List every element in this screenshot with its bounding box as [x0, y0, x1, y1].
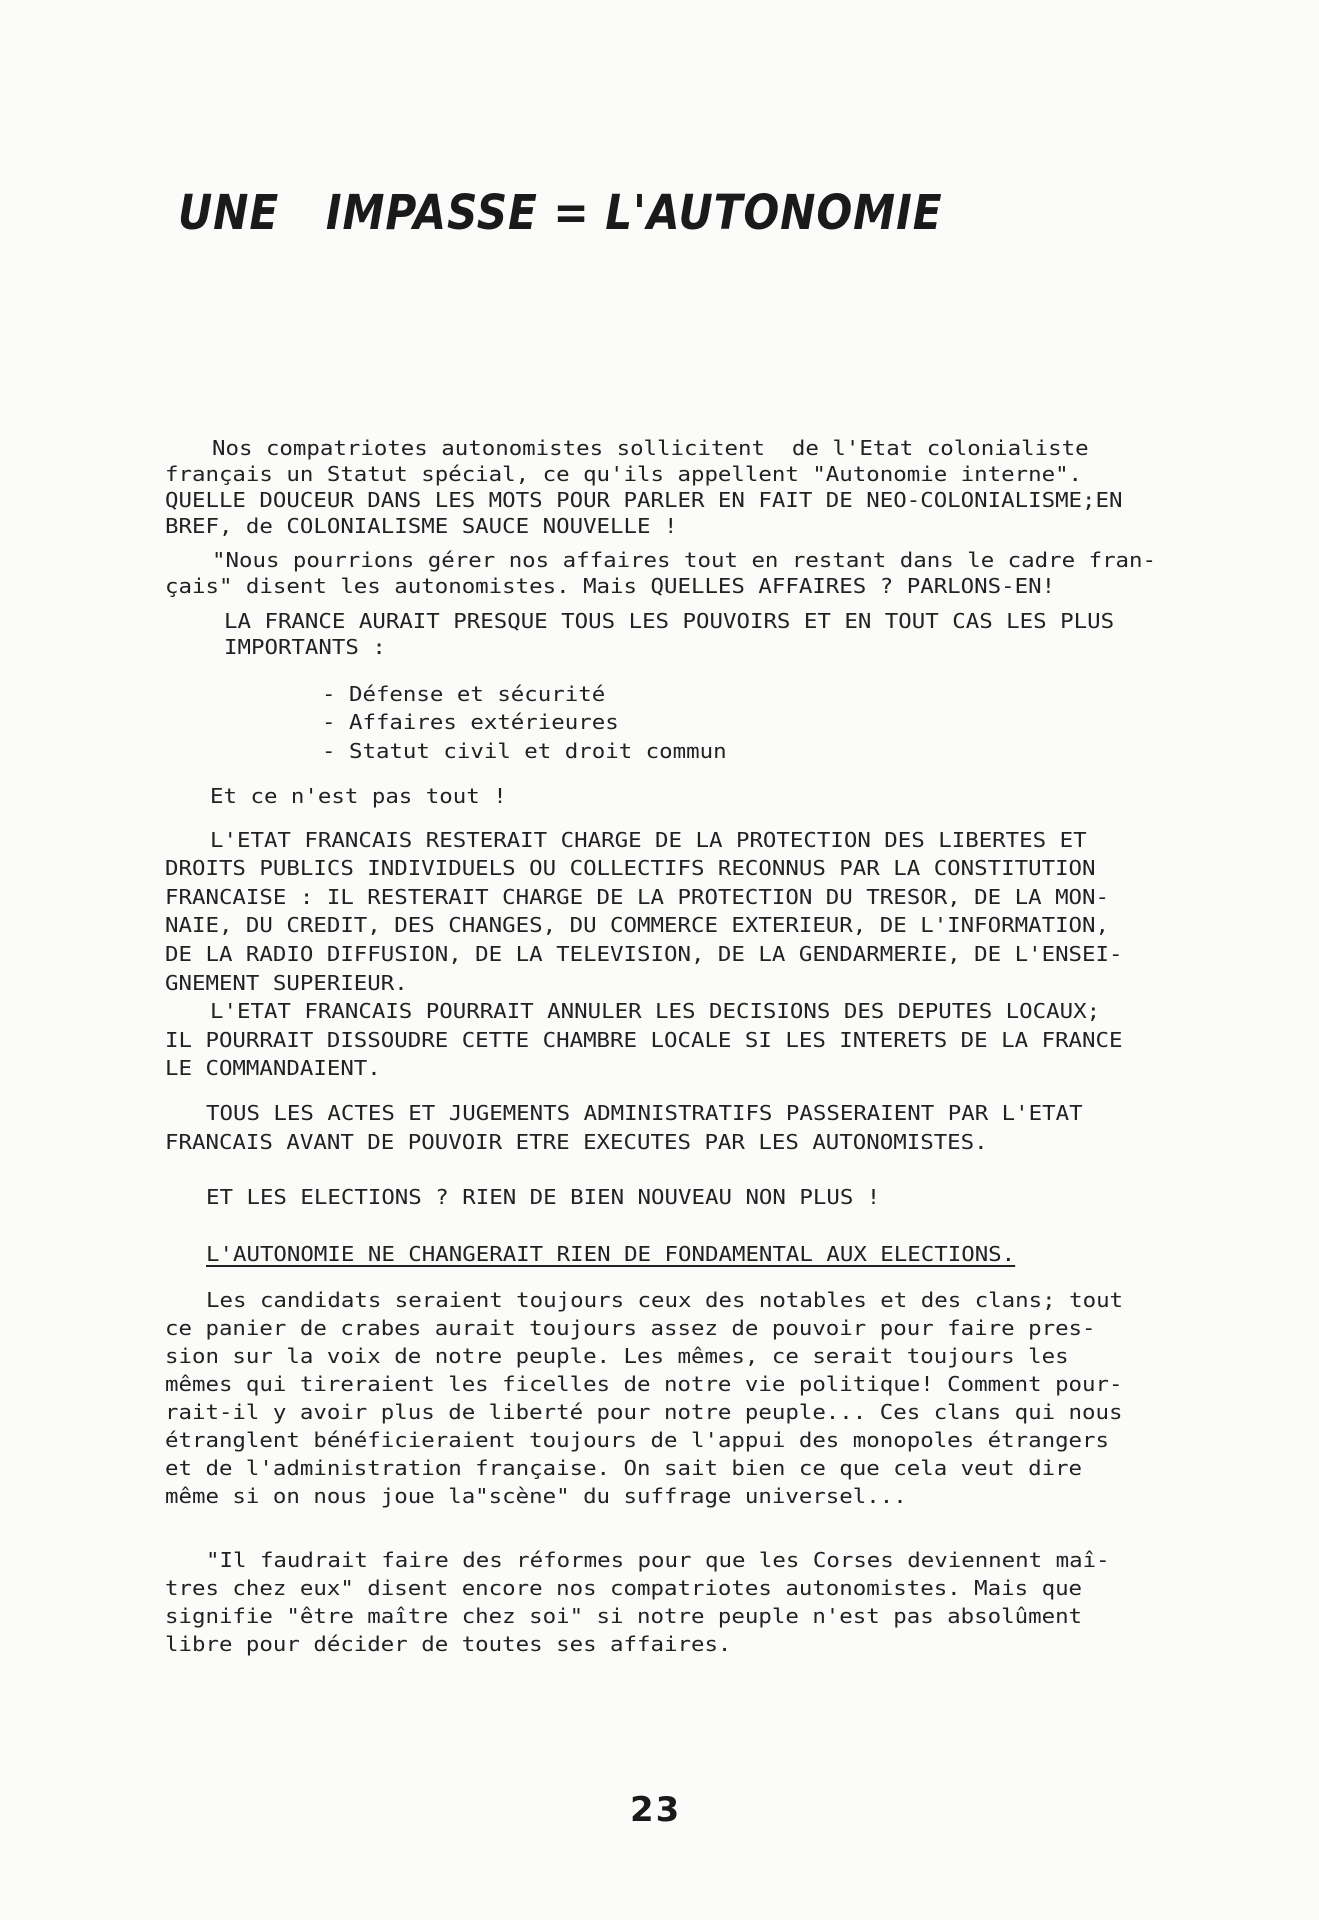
paragraph-line: Nos compatriotes autonomistes sollicitent de l'Etat colonialiste — [212, 436, 1089, 460]
page-number: 23 — [630, 1790, 682, 1830]
paragraph-line: mêmes qui tireraient les ficelles de notre vie politique! Comment pour- — [165, 1372, 1123, 1396]
paragraph-line: GNEMENT SUPERIEUR. — [165, 971, 408, 995]
paragraph-line: "Nous pourrions gérer nos affaires tout en restant dans le cadre fran- — [212, 548, 1157, 572]
paragraph-line: Les candidats seraient toujours ceux des notables et des clans; tout — [206, 1288, 1124, 1312]
paragraph-line: FRANCAISE : IL RESTERAIT CHARGE DE LA PROTECTION DU TRESOR, DE LA MON- — [165, 885, 1110, 909]
list-item: - Affaires extérieures — [322, 710, 619, 734]
paragraph-line: tres chez eux" disent encore nos compatriotes autonomistes. Mais que — [165, 1576, 1083, 1600]
list-item: - Défense et sécurité — [322, 682, 606, 706]
paragraph-line: ET LES ELECTIONS ? RIEN DE BIEN NOUVEAU NON PLUS ! — [206, 1185, 881, 1209]
paragraph-line: DE LA RADIO DIFFUSION, DE LA TELEVISION, DE LA GENDARMERIE, DE L'ENSEI- — [165, 942, 1123, 966]
paragraph-line: étranglent bénéficieraient toujours de l'appui des monopoles étrangers — [165, 1428, 1110, 1452]
paragraph-line: LA FRANCE AURAIT PRESQUE TOUS LES POUVOIRS ET EN TOUT CAS LES PLUS — [224, 609, 1115, 633]
paragraph-line: BREF, de COLONIALISME SAUCE NOUVELLE ! — [165, 514, 678, 538]
paragraph-line: et de l'administration française. On sait bien ce que cela veut dire — [165, 1456, 1083, 1480]
paragraph-line: même si on nous joue la"scène" du suffrage universel... — [165, 1484, 907, 1508]
paragraph-line: QUELLE DOUCEUR DANS LES MOTS POUR PARLER EN FAIT DE NEO-COLONIALISME;EN — [165, 488, 1123, 512]
section-heading: L'AUTONOMIE NE CHANGERAIT RIEN DE FONDAMENTAL AUX ELECTIONS. — [206, 1242, 1016, 1266]
paragraph-line: rait-il y avoir plus de liberté pour notre peuple... Ces clans qui nous — [165, 1400, 1123, 1424]
paragraph-line: libre pour décider de toutes ses affaires. — [165, 1632, 732, 1656]
paragraph-line: sion sur la voix de notre peuple. Les mêmes, ce serait toujours les — [165, 1344, 1069, 1368]
paragraph-line: L'ETAT FRANCAIS RESTERAIT CHARGE DE LA PROTECTION DES LIBERTES ET — [210, 828, 1087, 852]
paragraph-line: français un Statut spécial, ce qu'ils appellent "Autonomie interne". — [165, 462, 1083, 486]
paragraph-line: ce panier de crabes aurait toujours assez de pouvoir pour faire pres- — [165, 1316, 1096, 1340]
paragraph-line: çais" disent les autonomistes. Mais QUELLES AFFAIRES ? PARLONS-EN! — [165, 574, 1056, 598]
paragraph-line: LE COMMANDAIENT. — [165, 1056, 381, 1080]
paragraph-line: L'ETAT FRANCAIS POURRAIT ANNULER LES DECISIONS DES DEPUTES LOCAUX; — [210, 999, 1101, 1023]
paragraph-line: FRANCAIS AVANT DE POUVOIR ETRE EXECUTES PAR LES AUTONOMISTES. — [165, 1130, 988, 1154]
page-title: UNE IMPASSE = L'AUTONOMIE — [178, 185, 943, 241]
paragraph-line: DROITS PUBLICS INDIVIDUELS OU COLLECTIFS RECONNUS PAR LA CONSTITUTION — [165, 856, 1096, 880]
paragraph-line: IL POURRAIT DISSOUDRE CETTE CHAMBRE LOCALE SI LES INTERETS DE LA FRANCE — [165, 1028, 1123, 1052]
paragraph-line: TOUS LES ACTES ET JUGEMENTS ADMINISTRATIFS PASSERAIENT PAR L'ETAT — [206, 1101, 1083, 1125]
paragraph-line: IMPORTANTS : — [224, 635, 386, 659]
paragraph-line: signifie "être maître chez soi" si notre peuple n'est pas absolûment — [165, 1604, 1083, 1628]
paragraph-line: Et ce n'est pas tout ! — [210, 784, 507, 808]
paragraph-line: "Il faudrait faire des réformes pour que les Corses deviennent maî- — [206, 1548, 1110, 1572]
list-item: - Statut civil et droit commun — [322, 739, 727, 763]
paragraph-line: NAIE, DU CREDIT, DES CHANGES, DU COMMERCE EXTERIEUR, DE L'INFORMATION, — [165, 913, 1110, 937]
